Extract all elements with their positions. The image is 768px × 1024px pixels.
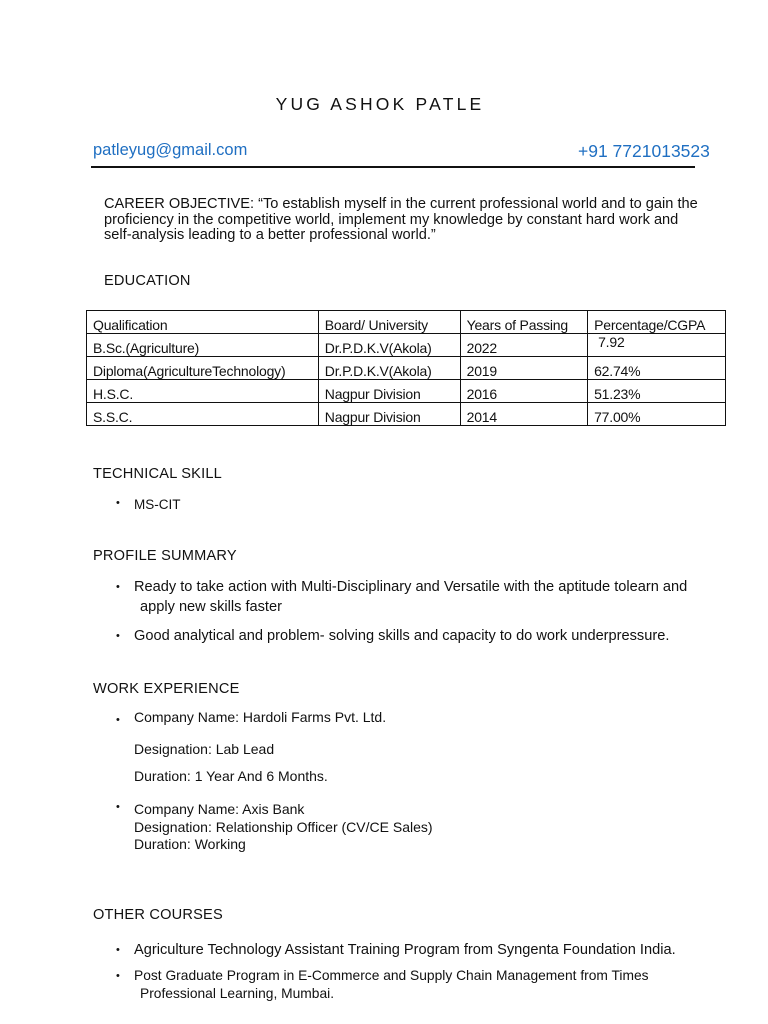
- list-item: • Post Graduate Program in E-Commerce and Supply Chain Management from Times Professional Learning, Mumbai.: [116, 968, 649, 1001]
- column-header: Qualification: [87, 311, 319, 334]
- other-courses-heading: OTHER COURSES: [93, 907, 223, 923]
- objective-text: : “To establish myself in the current professional world and to gain the proficiency in the competitive world, implement my knowledge by constant hard work and self-analysis leading to a better professional world.”: [104, 196, 698, 243]
- header-divider: [91, 166, 695, 168]
- job-entry: [116, 801, 433, 854]
- table-row: [87, 357, 726, 380]
- other-courses-list: [116, 941, 736, 1011]
- table-row: [87, 334, 726, 357]
- table-cell: Dr.P.D.K.V(Akola): [318, 357, 460, 380]
- technical-skill-list: [116, 497, 181, 512]
- table-cell: S.S.C.: [87, 403, 319, 426]
- duration-value: 1 Year And 6 Months.: [190, 767, 328, 784]
- work-experience-heading: WORK EXPERIENCE: [93, 681, 240, 697]
- company-label: Company Name:: [134, 801, 240, 817]
- table-cell: B.Sc.(Agriculture): [87, 334, 319, 357]
- bullet-icon: •: [116, 970, 120, 982]
- list-item: • Agriculture Technology Assistant Training Program from Syngenta Foundation India.: [116, 942, 676, 958]
- bullet-icon: •: [116, 497, 120, 509]
- bullet-icon: •: [116, 944, 120, 956]
- table-row: [87, 380, 726, 403]
- table-cell: 2019: [460, 357, 587, 380]
- column-header: Percentage/CGPA: [588, 311, 726, 334]
- technical-skill-heading: TECHNICAL SKILL: [93, 466, 222, 482]
- duration-value: Working: [190, 836, 246, 852]
- phone-number[interactable]: +91 7721013523: [578, 141, 710, 161]
- email-link[interactable]: patleyug@gmail.com: [93, 141, 248, 159]
- table-cell: Diploma(AgricultureTechnology): [87, 357, 319, 380]
- profile-summary-heading: PROFILE SUMMARY: [93, 548, 237, 564]
- list-item: • Ready to take action with Multi-Disciplinary and Versatile with the aptitude tolearn and apply new skills faster: [116, 579, 688, 615]
- column-header: Board/ University: [318, 311, 460, 334]
- list-item: • Good analytical and problem- solving skills and capacity to do work underpressure.: [116, 628, 670, 644]
- company-name: Hardoli Farms Pvt. Ltd.: [239, 709, 387, 725]
- table-cell: 7.92: [588, 334, 726, 357]
- column-header: Years of Passing: [460, 311, 587, 334]
- designation-value: Relationship Officer (CV/CE Sales): [211, 818, 433, 835]
- list-item: [116, 709, 386, 789]
- table-cell: Dr.P.D.K.V(Akola): [318, 334, 460, 357]
- list-item: [116, 801, 433, 854]
- table-header-row: [87, 311, 726, 334]
- education-table: [86, 310, 726, 426]
- career-objective: [104, 197, 704, 244]
- table-cell: 2022: [460, 334, 587, 357]
- table-cell: Nagpur Division: [318, 403, 460, 426]
- duration-label: Duration:: [134, 767, 191, 784]
- profile-summary-list: [116, 577, 716, 655]
- bullet-icon: •: [116, 581, 120, 593]
- designation-label: Designation:: [134, 818, 212, 835]
- table-cell: 2016: [460, 380, 587, 403]
- list-item: • MS-CIT: [116, 497, 181, 512]
- bullet-icon: •: [116, 630, 120, 642]
- table-cell: H.S.C.: [87, 380, 319, 403]
- company-name: Axis Bank: [239, 801, 305, 817]
- table-cell: 62.74%: [588, 357, 726, 380]
- education-heading: EDUCATION: [104, 273, 191, 289]
- table-cell: Nagpur Division: [318, 380, 460, 403]
- company-label: Company Name:: [134, 709, 240, 725]
- job-entry: [116, 709, 386, 789]
- candidate-name: YUG ASHOK PATLE: [275, 94, 485, 114]
- bullet-icon: •: [116, 801, 120, 813]
- table-row: [87, 403, 726, 426]
- table-cell: 77.00%: [588, 403, 726, 426]
- table-cell: 51.23%: [588, 380, 726, 403]
- designation-label: Designation:: [134, 741, 212, 757]
- objective-label: CAREER OBJECTIVE: [104, 196, 250, 212]
- table-cell: 2014: [460, 403, 587, 426]
- duration-label: Duration:: [134, 836, 191, 852]
- bullet-icon: •: [116, 714, 120, 726]
- designation-value: Lab Lead: [211, 741, 275, 757]
